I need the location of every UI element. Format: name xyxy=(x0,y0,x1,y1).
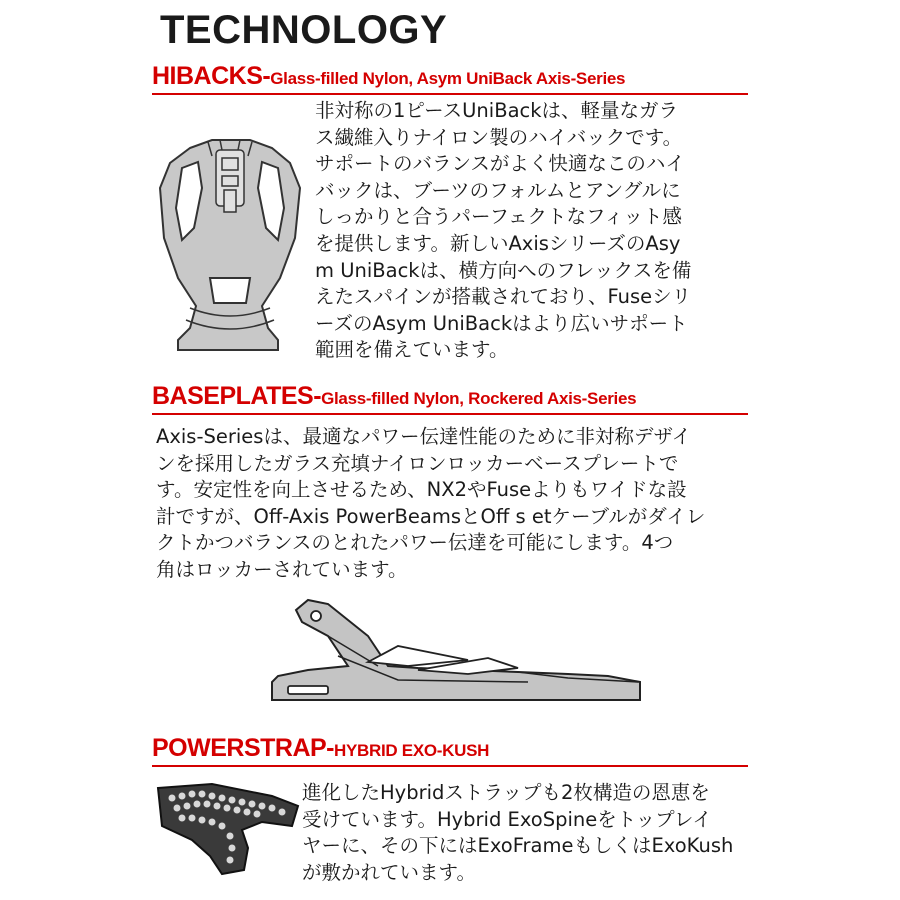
baseplates-subtitle: Glass-filled Nylon, Rockered Axis-Series xyxy=(321,389,637,408)
text-line: ヤーに、その下にはExoFrameもしくはExoKush xyxy=(302,834,734,858)
powerstrap-heading xyxy=(152,734,748,767)
text-line: 計ですが、Off-Axis PowerBeamsとOff s etケーブルがダイレ xyxy=(156,504,706,528)
powerstrap-subtitle: HYBRID EXO-KUSH xyxy=(334,741,490,760)
text-line: ーズのAsym UniBackはより広いサポート xyxy=(315,311,688,335)
powerstrap-title: POWERSTRAP- xyxy=(152,734,334,762)
text-line: 範囲を備えています。 xyxy=(315,338,509,362)
text-line: サポートのバランスがよく快適なこのハイ xyxy=(315,152,685,176)
hibacks-description xyxy=(315,98,755,364)
text-line: 角はロッカーされています。 xyxy=(156,557,408,581)
text-line: す。安定性を向上させるため、NX2やFuseよりもワイドな設 xyxy=(156,478,687,502)
text-line: えたスパインが搭載されており、Fuseシリ xyxy=(315,285,692,309)
baseplates-description xyxy=(156,424,756,584)
page-title: TECHNOLOGY xyxy=(160,8,448,52)
text-line: 受けています。Hybrid ExoSpineをトップレイ xyxy=(302,807,712,831)
hiback-illustration xyxy=(150,128,310,368)
text-line: 非対称の1ピースUniBackは、軽量なガラ xyxy=(315,99,679,122)
hibacks-subtitle: Glass-filled Nylon, Asym UniBack Axis-Series xyxy=(270,69,626,88)
text-line: ス繊維入りナイロン製のハイバックです。 xyxy=(315,125,683,149)
text-line: 進化したHybridストラップも2枚構造の恩恵を xyxy=(302,781,710,804)
text-line: を提供します。新しいAxisシリーズのAsy xyxy=(315,231,681,255)
hibacks-heading xyxy=(152,62,748,95)
text-line: バックは、ブーツのフォルムとアングルに xyxy=(315,178,681,202)
powerstrap-description xyxy=(302,780,757,886)
text-line: しっかりと合うパーフェクトなフィット感 xyxy=(315,205,682,229)
text-line: m UniBackは、横方向へのフレックスを備 xyxy=(315,258,692,282)
baseplates-heading xyxy=(152,382,748,415)
baseplate-illustration xyxy=(268,596,648,716)
hibacks-title: HIBACKS- xyxy=(152,62,271,90)
text-line: が敷かれています。 xyxy=(302,860,476,884)
powerstrap-illustration xyxy=(152,778,302,878)
text-line: クトかつバランスのとれたパワー伝達を可能にします。4つ xyxy=(156,531,674,555)
text-line: Axis-Seriesは、最適なパワー伝達性能のために非対称デザイ xyxy=(156,425,692,448)
baseplates-title: BASEPLATES- xyxy=(152,382,322,410)
text-line: ンを採用したガラス充填ナイロンロッカーベースプレートで xyxy=(156,451,679,475)
